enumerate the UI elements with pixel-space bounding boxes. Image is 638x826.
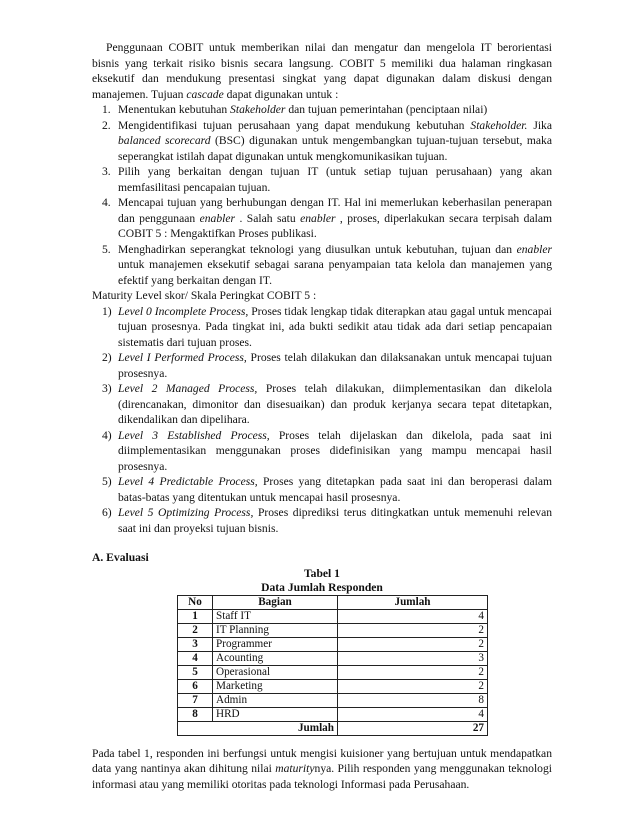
table-number: Tabel 1 [304,566,340,580]
cell-bagian: Marketing [213,679,338,693]
list-item: 4. Mencapai tujuan yang berhubungan dengan IT. Hal ini memerlukan keberhasilan penerapan dan penggunaan enabler . Salah satu enabler , proses, diperlakukan secara terpisah dalam COBIT 5 : Mengaktifkan Proses publikasi. [102,196,552,240]
list-item: 5. Menghadirkan seperangkat teknologi yang diusulkan untuk kebutuhan, tujuan dan enabler untuk manajemen eksekutif sebagai sarana penyampaian tata kelola dan manajemen yang efektif yang berkaitan dengan IT. [102,242,552,287]
cell-bagian: IT Planning [213,623,338,637]
cell-jumlah: 4 [338,707,488,721]
cell-no: 8 [178,707,213,721]
table-caption [92,567,552,595]
section-title: A. Evaluasi [92,551,149,564]
cell-no: 7 [178,693,213,707]
cell-bagian: HRD [213,707,338,721]
table-row [178,665,488,679]
table-row [178,707,488,721]
cell-bagian: Operasional [213,665,338,679]
cell-bagian: Programmer [213,637,338,651]
table-row [178,609,488,623]
document-page [92,40,552,792]
list-item: 3) Level 2 Managed Process, Proses telah dilakukan, diimplementasikan dan dikelola (direncanakan, dimonitor dan disesuaikan) dan produk kerjanya secara tepat ditetapkan, dikendalikan dan dipelihara. [102,382,553,426]
cell-no: 1 [178,609,213,623]
cell-bagian: Acounting [213,651,338,665]
table-title: Data Jumlah Responden [261,580,383,594]
cell-bagian: Admin [213,693,338,707]
table-row [178,637,488,651]
cell-jumlah: 3 [338,651,488,665]
table-header-row [178,595,488,609]
table-row [178,623,488,637]
cell-bagian: Staff IT [213,609,338,623]
closing-paragraph: Pada tabel 1, responden ini berfungsi untuk mengisi kuisioner yang bertujuan untuk mendapatkan data yang nantinya akan dihitung nilai maturitynya. Pilih responden yang menggunakan teknologi informasi atau yang memiliki otoritas pada teknologi Informasi pada Perusahaan. [92,746,552,791]
table-row [178,679,488,693]
total-value: 27 [338,721,488,735]
list-item: 3. Pilih yang berkaitan dengan tujuan IT (untuk setiap tujuan perusahaan) yang akan memfasilitasi pencapaian tujuan. [102,165,552,194]
cell-jumlah: 2 [338,665,488,679]
column-header-jumlah: Jumlah [338,595,488,609]
list-item: 2) Level I Performed Process, Proses telah dilakukan dan dilaksanakan untuk mencapai tujuan prosesnya. [102,351,553,380]
intro-text-end: dapat digunakan untuk : [226,87,339,101]
cell-no: 3 [178,637,213,651]
total-label: Jumlah [178,721,338,735]
list-item: 1) Level 0 Incomplete Process, Proses tidak lengkap tidak diterapkan atau gagal untuk mencapai tujuan prosesnya. Pada tingkat ini, ada bukti sedikit atau tidak ada dari setiap pencapaian sistematis dari tujuan proses. [102,304,552,349]
cell-jumlah: 2 [338,679,488,693]
cell-no: 6 [178,679,213,693]
respondent-table [177,595,488,736]
cell-no: 4 [178,651,213,665]
intro-emphasis: cascade [186,87,224,101]
cell-jumlah: 2 [338,623,488,637]
maturity-heading: Maturity Level skor/ Skala Peringkat COBIT 5 : [92,289,317,302]
maturity-list [92,304,552,537]
list-item: 4) Level 3 Established Process, Proses telah dijelaskan dan dikelola, pada saat ini diimplementasikan menggunakan proses didefinisikan yang mampu mencapai hasil prosesnya. [102,428,552,473]
cascade-list [92,102,552,288]
table-body [178,609,488,721]
cell-jumlah: 8 [338,693,488,707]
list-item: 5) Level 4 Predictable Process, Proses yang ditetapkan pada saat ini dan beroperasi dalam batas-batas yang ditentukan untuk mencapai hasil prosesnya. [102,475,552,504]
table-row [178,693,488,707]
list-item: 2. Mengidentifikasi tujuan perusahaan yang dapat mendukung kebutuhan Stakeholder. Jika balanced scorecard (BSC) digunakan untuk mengembangkan tujuan-tujuan tersebut, maka seperangkat istilah dapat digunakan untuk mengkomunikasikan tujuan. [102,118,552,163]
cell-jumlah: 4 [338,609,488,623]
list-item: 6) Level 5 Optimizing Process, Proses diprediksi terus ditingkatkan untuk memenuhi relevan saat ini dan proyeksi tujuan bisnis. [102,506,553,535]
column-header-no: No [178,595,213,609]
cell-jumlah: 2 [338,637,488,651]
table-total-row [178,721,488,735]
cell-no: 5 [178,665,213,679]
intro-paragraph [92,40,552,102]
column-header-bagian: Bagian [213,595,338,609]
table-row [178,651,488,665]
list-item: 1. Menentukan kebutuhan Stakeholder dan tujuan pemerintahan (penciptaan nilai) [102,103,488,116]
intro-text: Penggunaan COBIT untuk memberikan nilai dan mengatur dan mengelola IT berorientasi bisnis yang terkait risiko bisnis secara langsung. COBIT 5 memiliki dua halaman ringkasan eksekutif dan mendukung presentasi singkat yang dapat digunakan dalam diskusi dengan manajemen. Tujuan [92,41,552,101]
cell-no: 2 [178,623,213,637]
